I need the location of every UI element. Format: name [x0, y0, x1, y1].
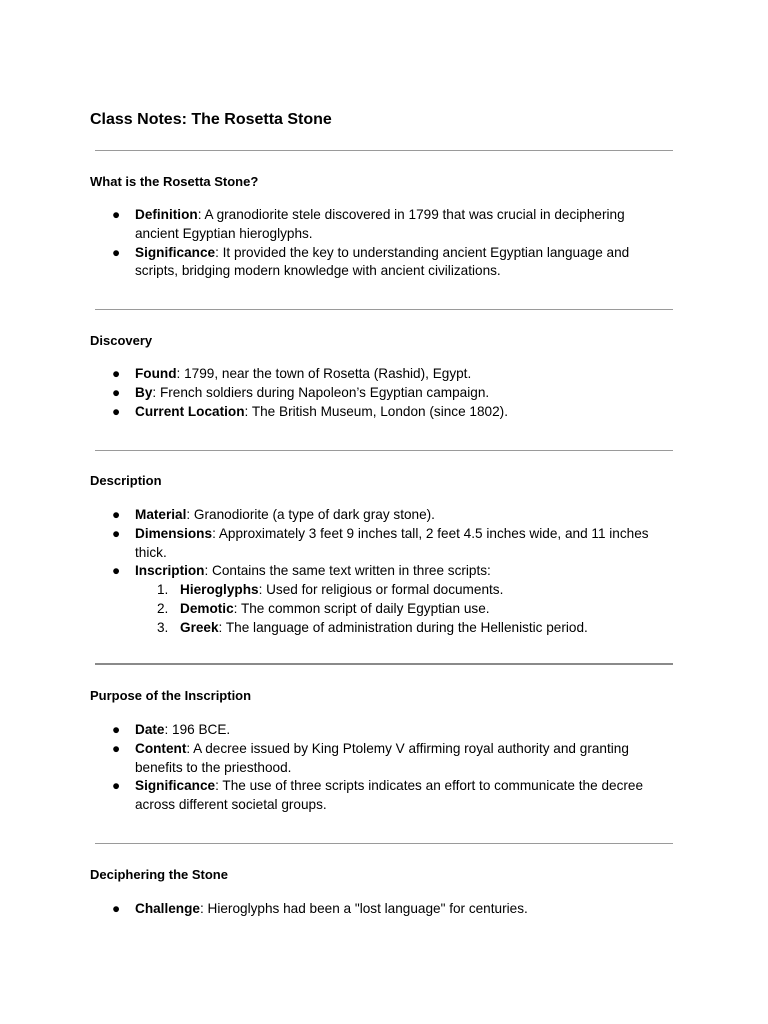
item-term: Definition: [135, 207, 198, 222]
bullet-icon: ●: [112, 722, 121, 737]
list-item: [90, 384, 670, 403]
section-heading-deciphering: Deciphering the Stone: [90, 867, 228, 882]
list-item: [90, 740, 670, 778]
sublist-item: [135, 619, 670, 638]
section-divider: [95, 663, 673, 665]
discovery-list: [90, 365, 670, 421]
item-text: : Approximately 3 feet 9 inches tall, 2 feet 4.5 inches wide, and 11 inches thick.: [135, 525, 649, 560]
section-heading-what-is: What is the Rosetta Stone?: [90, 174, 259, 189]
item-text: : The British Museum, London (since 1802).: [244, 403, 508, 419]
item-term: Dimensions: [135, 525, 213, 541]
section-divider: [95, 450, 673, 451]
bullet-icon: ●: [112, 901, 121, 916]
section-divider: [95, 309, 673, 310]
item-term: Hieroglyphs: [180, 582, 259, 598]
list-item: [90, 506, 670, 525]
section-heading-description: Description: [90, 473, 162, 488]
item-text: : A granodiorite stele discovered in 1799 that was crucial in deciphering ancient Egyptian hieroglyphs.: [135, 207, 625, 241]
list-item: [90, 721, 670, 740]
item-term: Date: [135, 722, 165, 737]
item-text: : Granodiorite (a type of dark gray stone).: [186, 507, 435, 522]
bullet-icon: ●: [112, 384, 121, 400]
list-item: [90, 562, 670, 637]
bullet-icon: ●: [112, 507, 121, 522]
bullet-icon: ●: [112, 207, 121, 222]
item-text: : Used for religious or formal documents.: [258, 582, 504, 598]
item-text: : It provided the key to understanding ancient Egyptian language and scripts, bridging modern knowledge with ancient civilizations.: [135, 244, 630, 279]
bullet-icon: ●: [112, 740, 121, 756]
list-item: [90, 365, 670, 384]
list-number: 2.: [157, 600, 169, 616]
purpose-list: [90, 721, 670, 815]
section-heading-purpose: Purpose of the Inscription: [90, 688, 252, 703]
item-text: : 1799, near the town of Rosetta (Rashid), Egypt.: [176, 366, 472, 381]
item-text: : The language of administration during the Hellenistic period.: [218, 619, 588, 635]
item-term: Challenge: [135, 901, 200, 916]
item-text: : Contains the same text written in three scripts:: [204, 563, 491, 579]
description-list: [90, 506, 670, 638]
list-item: [90, 525, 670, 563]
what-is-list: [90, 206, 670, 281]
sublist-item: [135, 600, 670, 619]
bullet-icon: ●: [112, 778, 121, 794]
item-term: Greek: [180, 619, 219, 635]
bullet-icon: ●: [112, 244, 121, 260]
scripts-sublist: [135, 581, 670, 637]
section-heading-discovery: Discovery: [90, 333, 153, 348]
sublist-item: [135, 581, 670, 600]
item-text: : A decree issued by King Ptolemy V affirming royal authority and granting benefits to the priesthood.: [135, 740, 629, 775]
item-term: Significance: [135, 778, 216, 794]
item-term: Content: [135, 740, 187, 756]
list-item: [90, 403, 670, 422]
item-term: Material: [135, 507, 187, 522]
item-term: Inscription: [135, 563, 205, 579]
list-item: [90, 244, 670, 282]
list-item: [90, 777, 670, 815]
item-text: : The common script of daily Egyptian use.: [233, 600, 490, 616]
bullet-icon: ●: [112, 525, 121, 541]
page-title: Class Notes: The Rosetta Stone: [90, 111, 332, 128]
bullet-icon: ●: [112, 563, 121, 579]
deciphering-list: [90, 900, 670, 919]
section-divider: [95, 843, 673, 844]
item-term: Found: [135, 366, 177, 381]
item-text: : Hieroglyphs had been a "lost language" for centuries.: [199, 901, 528, 916]
item-term: Demotic: [180, 600, 234, 616]
list-number: 3.: [157, 619, 169, 635]
item-text: : The use of three scripts indicates an effort to communicate the decree across different societal groups.: [135, 778, 644, 813]
section-divider: [95, 150, 673, 151]
list-number: 1.: [157, 582, 169, 598]
list-item: [90, 206, 670, 244]
item-text: : 196 BCE.: [164, 722, 231, 737]
item-term: By: [135, 384, 153, 400]
bullet-icon: ●: [112, 366, 121, 381]
bullet-icon: ●: [112, 403, 121, 419]
item-text: : French soldiers during Napoleon’s Egyptian campaign.: [152, 384, 490, 400]
list-item: [90, 900, 670, 919]
item-term: Significance: [135, 244, 216, 260]
item-term: Current Location: [135, 403, 245, 419]
